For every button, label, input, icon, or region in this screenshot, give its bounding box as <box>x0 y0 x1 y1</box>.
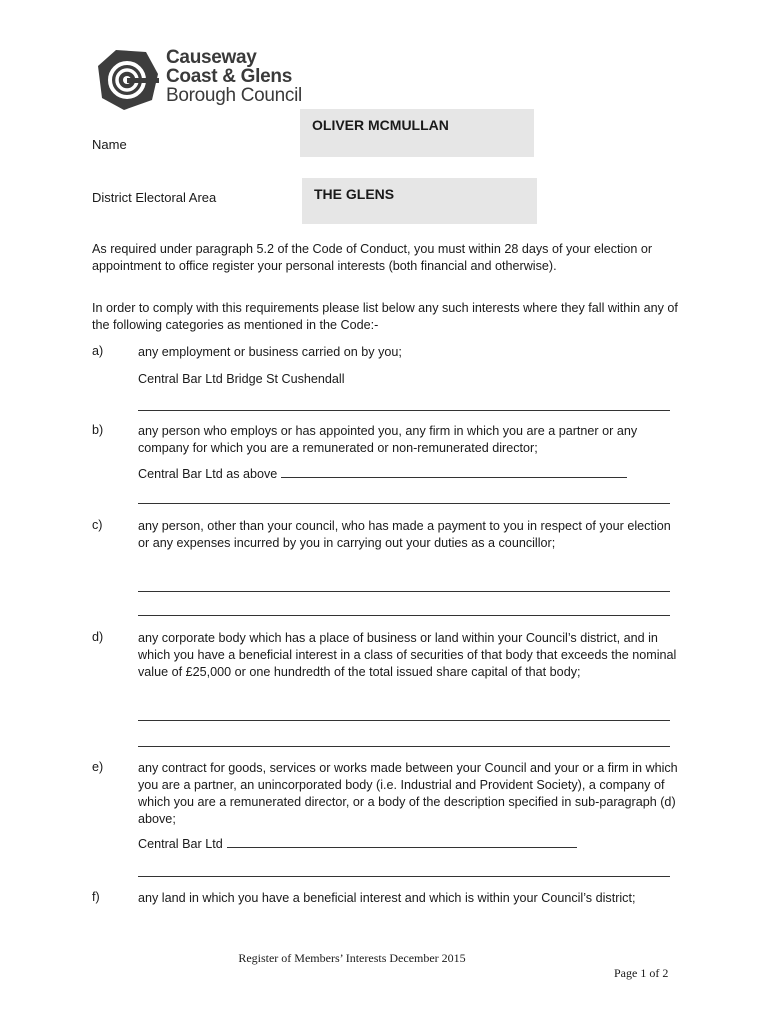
item-e-text: any contract for goods, services or works made between your Council and your or a firm in which you are a partner, an unincorporated body (i.e. Industrial and Provident Society), a company of which you are a remunerated director, or a body of the description specified in sub-paragraph (d) above; <box>138 761 678 826</box>
item-f-text: any land in which you have a beneficial interest and which is within your Council’s district; <box>138 891 636 905</box>
item-e-answer: Central Bar Ltd <box>138 837 223 851</box>
intro-paragraph-2: In order to comply with this requirements please list below any such interests where they fall within any of the following categories as mentioned in the Code:- <box>92 301 678 332</box>
area-label: District Electoral Area <box>92 190 217 205</box>
logo-line-1: Causeway <box>166 47 257 68</box>
item-e-answer-row[interactable] <box>138 836 683 853</box>
item-c-line-1[interactable] <box>138 591 670 592</box>
item-e-mark: e) <box>92 760 104 774</box>
name-value[interactable]: OLIVER MCMULLAN <box>300 109 534 157</box>
item-c-text: any person, other than your council, who has made a payment to you in respect of your election or any expenses incurred by you in carrying out your duties as a councillor; <box>138 519 671 550</box>
item-b-answer-row[interactable] <box>138 466 683 483</box>
logo-line-2: Coast & Glens <box>166 66 292 87</box>
item-b-line-1 <box>138 503 670 504</box>
intro-paragraph-1: As required under paragraph 5.2 of the Code of Conduct, you must within 28 days of your election or appointment to office register your personal interests (both financial and otherwise). <box>92 242 653 273</box>
item-c-mark: c) <box>92 518 103 532</box>
item-a-text: any employment or business carried on by you; <box>138 345 402 359</box>
item-e-answer-line <box>227 846 577 848</box>
item-b-answer-line <box>281 476 627 478</box>
item-d-mark: d) <box>92 630 104 644</box>
item-d-line-1[interactable] <box>138 720 670 721</box>
area-value[interactable]: THE GLENS <box>302 178 537 224</box>
item-d-text: any corporate body which has a place of business or land within your Council’s district, and in which you have a beneficial interest in a class of securities of that body that exceeds the nominal value of £25,000 or one hundredth of the total issued share capital of that body; <box>138 631 677 679</box>
council-name <box>166 48 302 105</box>
item-f-mark: f) <box>92 890 100 904</box>
item-b-answer: Central Bar Ltd as above <box>138 467 278 481</box>
item-a-answer[interactable]: Central Bar Ltd Bridge St Cushendall <box>138 372 345 386</box>
page-number: Page 1 of 2 <box>614 966 669 980</box>
name-label: Name <box>92 137 127 152</box>
item-a-line-1 <box>138 410 670 411</box>
item-a-mark: a) <box>92 344 104 358</box>
item-e-line-1[interactable] <box>138 876 670 877</box>
item-d-line-2[interactable] <box>138 746 670 747</box>
item-c-line-2[interactable] <box>138 615 670 616</box>
footer-title: Register of Members’ Interests December 2015 <box>238 951 466 965</box>
item-b-mark: b) <box>92 423 104 437</box>
logo-line-3: Borough Council <box>166 85 302 106</box>
item-b-text: any person who employs or has appointed you, any firm in which you are a partner or any company for which you are a remunerated or non-remunerated director; <box>138 424 638 455</box>
